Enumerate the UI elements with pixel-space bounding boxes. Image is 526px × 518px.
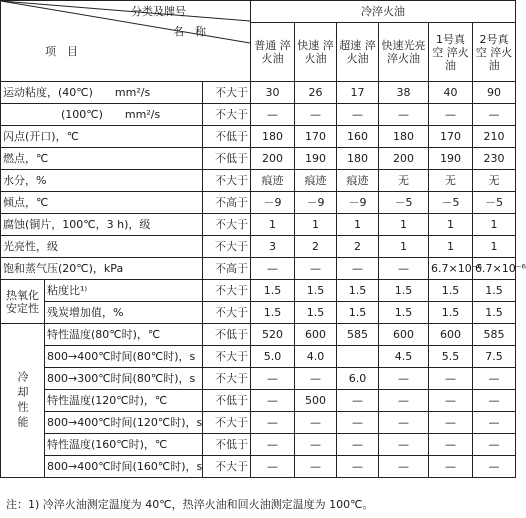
value-cell: 17 <box>337 82 379 104</box>
diagonal-lines <box>1 1 251 59</box>
value-cell: — <box>473 368 516 390</box>
value-cell <box>337 346 379 368</box>
value-cell: 1 <box>337 214 379 236</box>
column-header: 快速光亮 淬火油 <box>379 23 429 82</box>
value-cell: — <box>251 456 295 478</box>
column-header: 1号真空 淬火油 <box>429 23 473 82</box>
value-cell: 1.5 <box>295 302 337 324</box>
value-cell: 7.5 <box>473 346 516 368</box>
value-cell: －5 <box>379 192 429 214</box>
row-label: 运动粘度，(40℃) mm²/s <box>1 82 203 104</box>
value-cell: 170 <box>295 126 337 148</box>
value-cell: 1.5 <box>251 302 295 324</box>
value-cell: －9 <box>251 192 295 214</box>
value-cell: 585 <box>473 324 516 346</box>
value-cell: — <box>473 104 516 126</box>
table-row <box>1 324 516 346</box>
value-cell: 痕迹 <box>337 170 379 192</box>
value-cell: 210 <box>473 126 516 148</box>
value-cell: 痕迹 <box>295 170 337 192</box>
value-cell: — <box>337 258 379 280</box>
value-cell: 1 <box>429 214 473 236</box>
value-cell: — <box>251 258 295 280</box>
value-cell: — <box>251 390 295 412</box>
row-label: (100℃) mm²/s <box>1 104 203 126</box>
value-cell: －9 <box>337 192 379 214</box>
row-label: 粘度比¹⁾ <box>45 280 203 302</box>
table-row <box>1 214 516 236</box>
value-cell: 26 <box>295 82 337 104</box>
limit-cell: 不大于 <box>203 346 251 368</box>
value-cell: 1.5 <box>337 280 379 302</box>
row-label: 800→400℃时间(80℃时)，s <box>45 346 203 368</box>
value-cell: 200 <box>251 148 295 170</box>
value-cell: — <box>295 368 337 390</box>
value-cell: — <box>379 390 429 412</box>
limit-cell: 不大于 <box>203 368 251 390</box>
value-cell: 无 <box>473 170 516 192</box>
header-item: 项 目 <box>45 45 78 58</box>
value-cell: 3 <box>251 236 295 258</box>
value-cell: — <box>429 456 473 478</box>
value-cell: 180 <box>379 126 429 148</box>
value-cell: －5 <box>473 192 516 214</box>
value-cell: — <box>379 258 429 280</box>
value-cell: 600 <box>379 324 429 346</box>
value-cell: — <box>429 390 473 412</box>
row-label: 特性温度(120℃时)，℃ <box>45 390 203 412</box>
row-label: 800→400℃时间(160℃时)，s <box>45 456 203 478</box>
table-row <box>1 412 516 434</box>
value-cell: — <box>251 434 295 456</box>
value-cell: 1.5 <box>251 280 295 302</box>
value-cell: 600 <box>429 324 473 346</box>
value-cell: 1.5 <box>337 302 379 324</box>
header-group-title: 冷淬火油 <box>251 1 516 23</box>
value-cell: — <box>337 390 379 412</box>
table-row <box>1 434 516 456</box>
value-cell: — <box>473 434 516 456</box>
table-row <box>1 302 516 324</box>
value-cell: 40 <box>429 82 473 104</box>
value-cell: 38 <box>379 82 429 104</box>
value-cell: — <box>337 412 379 434</box>
limit-cell: 不大于 <box>203 456 251 478</box>
value-cell: 1.5 <box>429 280 473 302</box>
column-header: 2号真空 淬火油 <box>473 23 516 82</box>
value-cell: 1.5 <box>379 280 429 302</box>
value-cell: — <box>251 412 295 434</box>
row-label: 水分，% <box>1 170 203 192</box>
row-label: 800→300℃时间(80℃时)，s <box>45 368 203 390</box>
limit-cell: 不高于 <box>203 192 251 214</box>
value-cell: — <box>295 258 337 280</box>
value-cell: 90 <box>473 82 516 104</box>
table-row <box>1 126 516 148</box>
table-row <box>1 456 516 478</box>
limit-cell: 不低于 <box>203 390 251 412</box>
value-cell: 1.5 <box>429 302 473 324</box>
value-cell: 200 <box>379 148 429 170</box>
value-cell: 1 <box>379 236 429 258</box>
table-row <box>1 368 516 390</box>
value-cell: 5.5 <box>429 346 473 368</box>
value-cell: — <box>251 104 295 126</box>
row-label: 燃点，℃ <box>1 148 203 170</box>
value-cell: — <box>337 456 379 478</box>
table-row <box>1 390 516 412</box>
value-cell: — <box>473 456 516 478</box>
value-cell: 2 <box>295 236 337 258</box>
limit-cell: 不大于 <box>203 412 251 434</box>
value-cell: — <box>379 368 429 390</box>
table-row <box>1 236 516 258</box>
row-label: 腐蚀(铜片，100℃，3 h)，级 <box>1 214 203 236</box>
limit-cell: 不大于 <box>203 302 251 324</box>
value-cell: 6.7×10⁻⁶ <box>473 258 516 280</box>
row-label: 800→400℃时间(120℃时)，s <box>45 412 203 434</box>
value-cell: — <box>379 434 429 456</box>
value-cell: — <box>473 390 516 412</box>
value-cell: 1.5 <box>473 302 516 324</box>
value-cell: — <box>379 456 429 478</box>
value-cell: — <box>337 434 379 456</box>
header-corner-cell <box>1 1 251 82</box>
value-cell: 1 <box>295 214 337 236</box>
value-cell: 6.0 <box>337 368 379 390</box>
value-cell: 痕迹 <box>251 170 295 192</box>
value-cell: — <box>379 412 429 434</box>
value-cell: 180 <box>251 126 295 148</box>
value-cell: — <box>295 104 337 126</box>
value-cell: — <box>251 368 295 390</box>
value-cell: — <box>429 434 473 456</box>
value-cell: 4.5 <box>379 346 429 368</box>
value-cell: — <box>295 456 337 478</box>
value-cell: 160 <box>337 126 379 148</box>
limit-cell: 不低于 <box>203 324 251 346</box>
value-cell: — <box>429 104 473 126</box>
value-cell: — <box>429 368 473 390</box>
value-cell: 230 <box>473 148 516 170</box>
value-cell: 无 <box>379 170 429 192</box>
value-cell: 1 <box>473 214 516 236</box>
row-label: 残炭增加值，% <box>45 302 203 324</box>
limit-cell: 不大于 <box>203 236 251 258</box>
limit-cell: 不大于 <box>203 104 251 126</box>
value-cell: 585 <box>337 324 379 346</box>
table-row <box>1 346 516 368</box>
group-label-cooling: 冷却性能 <box>16 370 29 431</box>
limit-cell: 不大于 <box>203 280 251 302</box>
table-row <box>1 280 516 302</box>
table-row <box>1 192 516 214</box>
value-cell: 1 <box>473 236 516 258</box>
limit-cell: 不大于 <box>203 82 251 104</box>
column-header: 普通 淬火油 <box>251 23 295 82</box>
value-cell: 500 <box>295 390 337 412</box>
limit-cell: 不大于 <box>203 170 251 192</box>
table-row <box>1 104 516 126</box>
value-cell: 170 <box>429 126 473 148</box>
value-cell: 6.7×10⁻⁶ <box>429 258 473 280</box>
group-label-thermal: 热氧化 安定性 <box>1 280 45 324</box>
value-cell: — <box>473 412 516 434</box>
value-cell: — <box>337 104 379 126</box>
value-cell: 无 <box>429 170 473 192</box>
value-cell: 600 <box>295 324 337 346</box>
row-label: 光亮性，级 <box>1 236 203 258</box>
footnote: 注：1) 冷淬火油测定温度为 40℃，热淬火油和回火油测定温度为 100℃。 <box>6 498 374 511</box>
header-classification: 分类及牌号 <box>131 5 187 18</box>
limit-cell: 不低于 <box>203 126 251 148</box>
value-cell: 1.5 <box>379 302 429 324</box>
value-cell: 190 <box>429 148 473 170</box>
value-cell: 4.0 <box>295 346 337 368</box>
value-cell: 1 <box>379 214 429 236</box>
table-row <box>1 82 516 104</box>
row-label: 闪点(开口)，℃ <box>1 126 203 148</box>
value-cell: 190 <box>295 148 337 170</box>
column-header: 超速 淬火油 <box>337 23 379 82</box>
value-cell: 180 <box>337 148 379 170</box>
row-label: 倾点，℃ <box>1 192 203 214</box>
header-name: 名 称 <box>173 25 207 38</box>
value-cell: 1 <box>251 214 295 236</box>
value-cell: 1 <box>429 236 473 258</box>
column-header: 快速 淬火油 <box>295 23 337 82</box>
table-row <box>1 148 516 170</box>
value-cell: －5 <box>429 192 473 214</box>
value-cell: 30 <box>251 82 295 104</box>
value-cell: 1.5 <box>473 280 516 302</box>
value-cell: — <box>295 434 337 456</box>
row-label: 饱和蒸气压(20℃)，kPa <box>1 258 203 280</box>
value-cell: 520 <box>251 324 295 346</box>
limit-cell: 不大于 <box>203 214 251 236</box>
limit-cell: 不低于 <box>203 434 251 456</box>
value-cell: — <box>429 412 473 434</box>
row-label: 特性温度(160℃时)，℃ <box>45 434 203 456</box>
value-cell: 2 <box>337 236 379 258</box>
value-cell: －9 <box>295 192 337 214</box>
table-row <box>1 258 516 280</box>
limit-cell: 不高于 <box>203 258 251 280</box>
value-cell: 5.0 <box>251 346 295 368</box>
limit-cell: 不低于 <box>203 148 251 170</box>
value-cell: — <box>295 412 337 434</box>
row-label: 特性温度(80℃时)，℃ <box>45 324 203 346</box>
group-label-cooling-cell <box>1 324 45 478</box>
value-cell: 1.5 <box>295 280 337 302</box>
value-cell: — <box>379 104 429 126</box>
table-row <box>1 170 516 192</box>
